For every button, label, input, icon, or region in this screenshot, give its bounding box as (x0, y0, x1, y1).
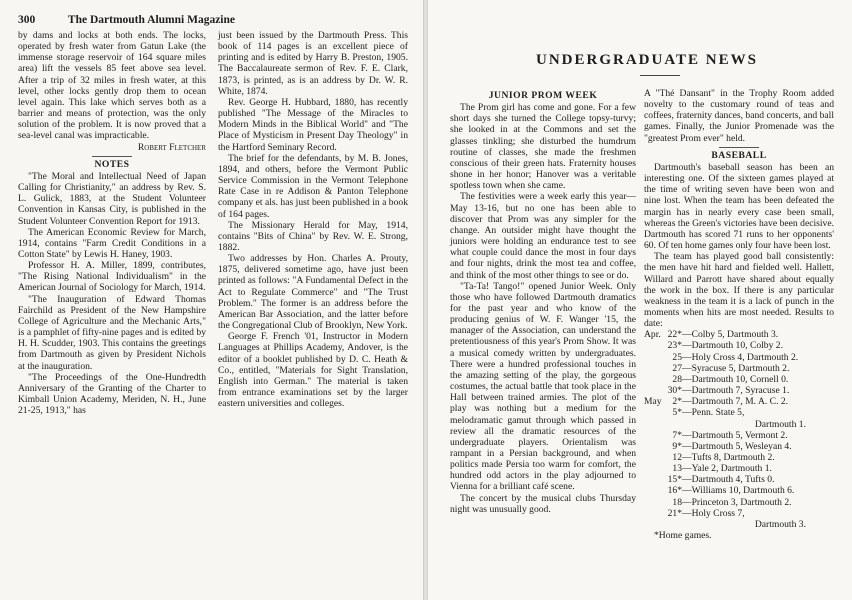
result-day: 9* (672, 440, 682, 452)
home-games-footnote: *Home games. (654, 530, 712, 542)
result-month: Apr. (644, 329, 661, 341)
result-row: Dartmouth 1. (754, 418, 806, 430)
result-game: Dartmouth 10, Colby 2. (691, 340, 783, 352)
note-paragraph: The American Economic Review for March, 1914, contains "Farm Credit Conditions in a Cotton State" by Lewis H. Haney, 1903. (18, 226, 206, 260)
result-day: 7* (672, 429, 682, 441)
result-row (644, 441, 834, 452)
result-day: 27 (672, 362, 682, 374)
note-paragraph: George F. French '01, Instructor in Modern Languages at Phillips Academy, Andover, is the editor of a booklet published by D. C. Heath & Co., entitled, "Materials for Sight Translation, English into German." The material is taken from entrance examinations set by the larger eastern universities and colleges. (218, 331, 408, 410)
prom-paragraph: A "Thé Dansant" in the Trophy Room added novelty to the customary round of teas and coffees, fraternity dances, band concerts, and ball games. Finally, the Junior Promenade was the "greatest Prom ever" held. (644, 88, 834, 144)
result-month (644, 407, 664, 418)
result-row (644, 340, 834, 351)
page-header (18, 14, 235, 26)
result-row (644, 430, 834, 441)
result-row (644, 497, 834, 508)
running-title: The Dartmouth Alumni Magazine (67, 14, 235, 26)
result-row (644, 452, 834, 463)
right-column-1 (450, 88, 636, 515)
result-month: May (644, 396, 662, 408)
result-game: Colby 5, Dartmouth 3. (691, 329, 779, 341)
note-paragraph: The brief for the defendants, by M. B. Jones, 1894, and others, before the Vermont Public Service Commission in the Vermont Telephone Rate Case in re Addison & Panton Telephone company et als. has just been published in a book of 164 pages. (218, 152, 408, 220)
result-game: Holy Cross 4, Dartmouth 2. (691, 351, 799, 363)
result-game: Williams 10, Dartmouth 6. (691, 485, 795, 497)
result-dash: — (682, 329, 692, 341)
results-list (644, 329, 834, 530)
note-paragraph: just been issued by the Dartmouth Press. This book of 114 pages is an excellent piece of printing and is edited by Harry B. Preston, 1905. The Baccalaureate sermon of Rev. F. E. Clark, 1873, is printed, as is an address by Dr. W. R. White, 1874. (218, 30, 408, 97)
result-dash: — (682, 485, 692, 497)
result-month (644, 385, 664, 396)
right-column-2 (644, 88, 834, 541)
notes-heading: NOTES (94, 158, 130, 170)
result-month (644, 441, 664, 452)
result-row: Dartmouth 3. (754, 518, 806, 530)
note-paragraph: "The Proceedings of the One-Hundredth Anniversary of the Granting of the Charter to Kimball Union Academy, Meriden, N. H., June 21-25, 1913," has (18, 371, 206, 417)
note-paragraph: "The Inauguration of Edward Thomas Fairchild as President of the New Hampshire College of Agriculture and the Mechanic Arts," is a pamphlet of fifty-nine pages and is edited by H. H. Scudder, 1903. This contains the greetings from Dartmouth as given by President Nichols at the inauguration. (18, 293, 206, 372)
note-paragraph: "The Moral and Intellectual Need of Japan Calling for Christianity," an address by Rev. S. L. Gulick, 1883, at the Student Volunteer Convention in Kansas City, is published in the Student Volunteer Convention Report for 1913. (18, 170, 206, 227)
result-day: 12 (672, 452, 682, 463)
result-day: 22* (667, 329, 682, 341)
result-game: Dartmouth 10, Cornell 0. (691, 373, 789, 385)
result-day: 25 (672, 351, 682, 363)
prom-paragraph: "Ta-Ta! Tango!" opened Junior Week. Only those who have followed Dartmouth dramatics for the past year and who know of the producing genius of W. F. Wanger '15, the manager of the Association, can understand the pretentiousness of this year's Prom Show. It was a musical comedy written by undergraduates. There were a hundred professional touches in the amazing setting of the play, the gorgeous costumes, the actual battle that took place in the Hall between trained armies. The plot of the play was nothing but a medium for the melodramatic gamut through which passed in review all the dramatic resources of the undergraduate players. Orientalism was rampant in a Persian background, and when politics made Persia too warm for comfort, the hundred odd actors in the play adjourned to Vienna for a brilliant café scene. (450, 280, 636, 493)
section-title: UNDERGRADUATE NEWS (536, 52, 758, 68)
left-page (0, 0, 423, 600)
result-row (644, 385, 834, 396)
result-day: 2* (672, 396, 682, 408)
result-month (644, 485, 664, 496)
result-dash: — (682, 463, 692, 475)
result-game: Tufts 8, Dartmouth 2. (691, 452, 775, 463)
prom-paragraph: The festivities were a week early this year—May 13-16, but no one has been able to discover that Prom was any simpler for the change. An outsider might have thought the juniors were holding an endurance test to see what couple could dance the most in four days and four nights, drink the most tea and coffee, and think of the most other things to see or do. (450, 191, 636, 281)
result-game: Dartmouth 7, Syracuse 1. (691, 385, 790, 397)
result-dash: — (682, 351, 692, 363)
result-row (644, 374, 834, 385)
result-month (644, 452, 664, 463)
divider (640, 75, 680, 76)
result-game: Yale 2, Dartmouth 1. (691, 463, 772, 475)
result-month (644, 463, 664, 474)
result-month (644, 374, 664, 385)
left-column-2 (218, 30, 408, 409)
result-dash: — (682, 496, 692, 508)
result-dash: — (682, 474, 692, 486)
result-row (644, 329, 834, 340)
result-row (644, 396, 834, 407)
result-row (644, 508, 834, 519)
result-game: Dartmouth 7, M. A. C. 2. (691, 396, 789, 408)
result-day: 28 (672, 373, 682, 385)
canal-paragraph: by dams and locks at both ends. The locks, operated by fresh water from Gatun Lake (the immense storage reservoir of 164 square miles area) lift the vessels 85 feet above sea level. After a trip of 32 miles in fresh water, at this level, other locks gently drop them to ocean level again. This lake which serves both as a barrier and means of protection, was the only solution of the problem. It is now proved that a sea-level canal was impracticable. (18, 30, 206, 142)
result-game: Dartmouth 5, Wesleyan 4. (691, 440, 792, 452)
divider (719, 147, 759, 148)
result-month (644, 474, 664, 485)
result-dash: — (682, 429, 692, 441)
result-game: Dartmouth 5, Vermont 2. (691, 429, 788, 441)
result-row (644, 485, 834, 496)
right-page (428, 0, 852, 600)
left-column-1 (18, 30, 206, 416)
divider (92, 156, 132, 157)
result-day: 15* (667, 474, 682, 486)
result-month (644, 497, 664, 508)
result-day: 18 (672, 496, 682, 508)
result-row (644, 463, 834, 474)
result-dash: — (682, 452, 692, 463)
result-month (644, 508, 664, 519)
author-signature: Robert Fletcher (137, 141, 206, 153)
result-dash: — (682, 396, 692, 408)
note-paragraph: Professor H. A. Miller, 1899, contributes, "The Rising National Individualism" in the American Journal of Sociology for March, 1914. (18, 260, 206, 294)
result-game: Princeton 3, Dartmouth 2. (691, 496, 792, 508)
baseball-paragraph: The team has played good ball consistently: the men have hit hard and fielded well. Hallett, Willard and Parrott have shared about equally the work in the box. If there is any particular weakness in the team it is a lack of punch in the moments when hits are most needed. Results to date: (644, 251, 834, 330)
baseball-heading: BASEBALL (711, 149, 767, 161)
result-game: Syracuse 5, Dartmouth 2. (691, 362, 790, 374)
result-game: Holy Cross 7, (691, 507, 745, 519)
result-dash: — (682, 340, 692, 352)
prom-week-heading: JUNIOR PROM WEEK (488, 90, 598, 101)
result-day: 16* (667, 485, 682, 497)
result-dash: — (682, 507, 692, 519)
note-paragraph: Two addresses by Hon. Charles A. Prouty, 1875, delivered sometime ago, have just been printed as follows: "A Fundamental Defect in the Act to Regulate Commerce" and "The Trust Problem." The former is an address before the American Bar Association, and the latter before the Congregational Club of Brooklyn, New York. (218, 253, 408, 332)
result-day: 13 (672, 463, 682, 475)
result-day: 21* (667, 507, 682, 519)
baseball-paragraph: Dartmouth's baseball season has been an interesting one. Of the sixteen games played at the time of writing seven have been won and nine lost. When the team has been defeated the margin has in nearly every case been small, whereas the Green's victories have been decisive. Dartmouth has scored 71 runs to her opponents' 60. Of ten home games only four have been lost. (644, 161, 834, 252)
result-dash: — (682, 385, 692, 397)
result-row (644, 352, 834, 363)
result-day: 30* (667, 385, 682, 397)
result-day: 5* (672, 407, 682, 419)
result-day: 23* (667, 340, 682, 352)
result-dash: — (682, 440, 692, 452)
note-paragraph: Rev. George H. Hubbard, 1880, has recently published "The Message of the Miracles to Modern Minds in the Biblical World" and "The Place of Mysticism in Present Day Theology" in the Hartford Seminary Record. (218, 96, 408, 153)
result-row (644, 407, 834, 418)
page-number: 300 (18, 14, 36, 26)
result-dash: — (682, 362, 692, 374)
note-paragraph: The Missionary Herald for May, 1914, contains "Bits of China" by Rev. W. E. Strong, 1882. (218, 219, 408, 253)
result-game: Penn. State 5, (691, 407, 745, 419)
prom-paragraph: The concert by the musical clubs Thursday night was unusually good. (450, 492, 636, 515)
result-month (644, 363, 664, 374)
result-month (644, 352, 664, 363)
result-dash: — (682, 373, 692, 385)
result-month (644, 340, 664, 351)
result-month (644, 430, 664, 441)
result-row (644, 363, 834, 374)
result-dash: — (682, 407, 692, 419)
result-game: Dartmouth 4, Tufts 0. (691, 474, 775, 486)
result-row (644, 474, 834, 485)
prom-paragraph: The Prom girl has come and gone. For a few short days she turned the College topsy-turvy; she looked in at the Commons and set the glasses tinkling; she disturbed the humdrum routine of classes, she made the freshmen conscious of their green hats. Fraternity houses shone in her honor; Hanover was a veritable spotless town when she came. (450, 102, 636, 192)
